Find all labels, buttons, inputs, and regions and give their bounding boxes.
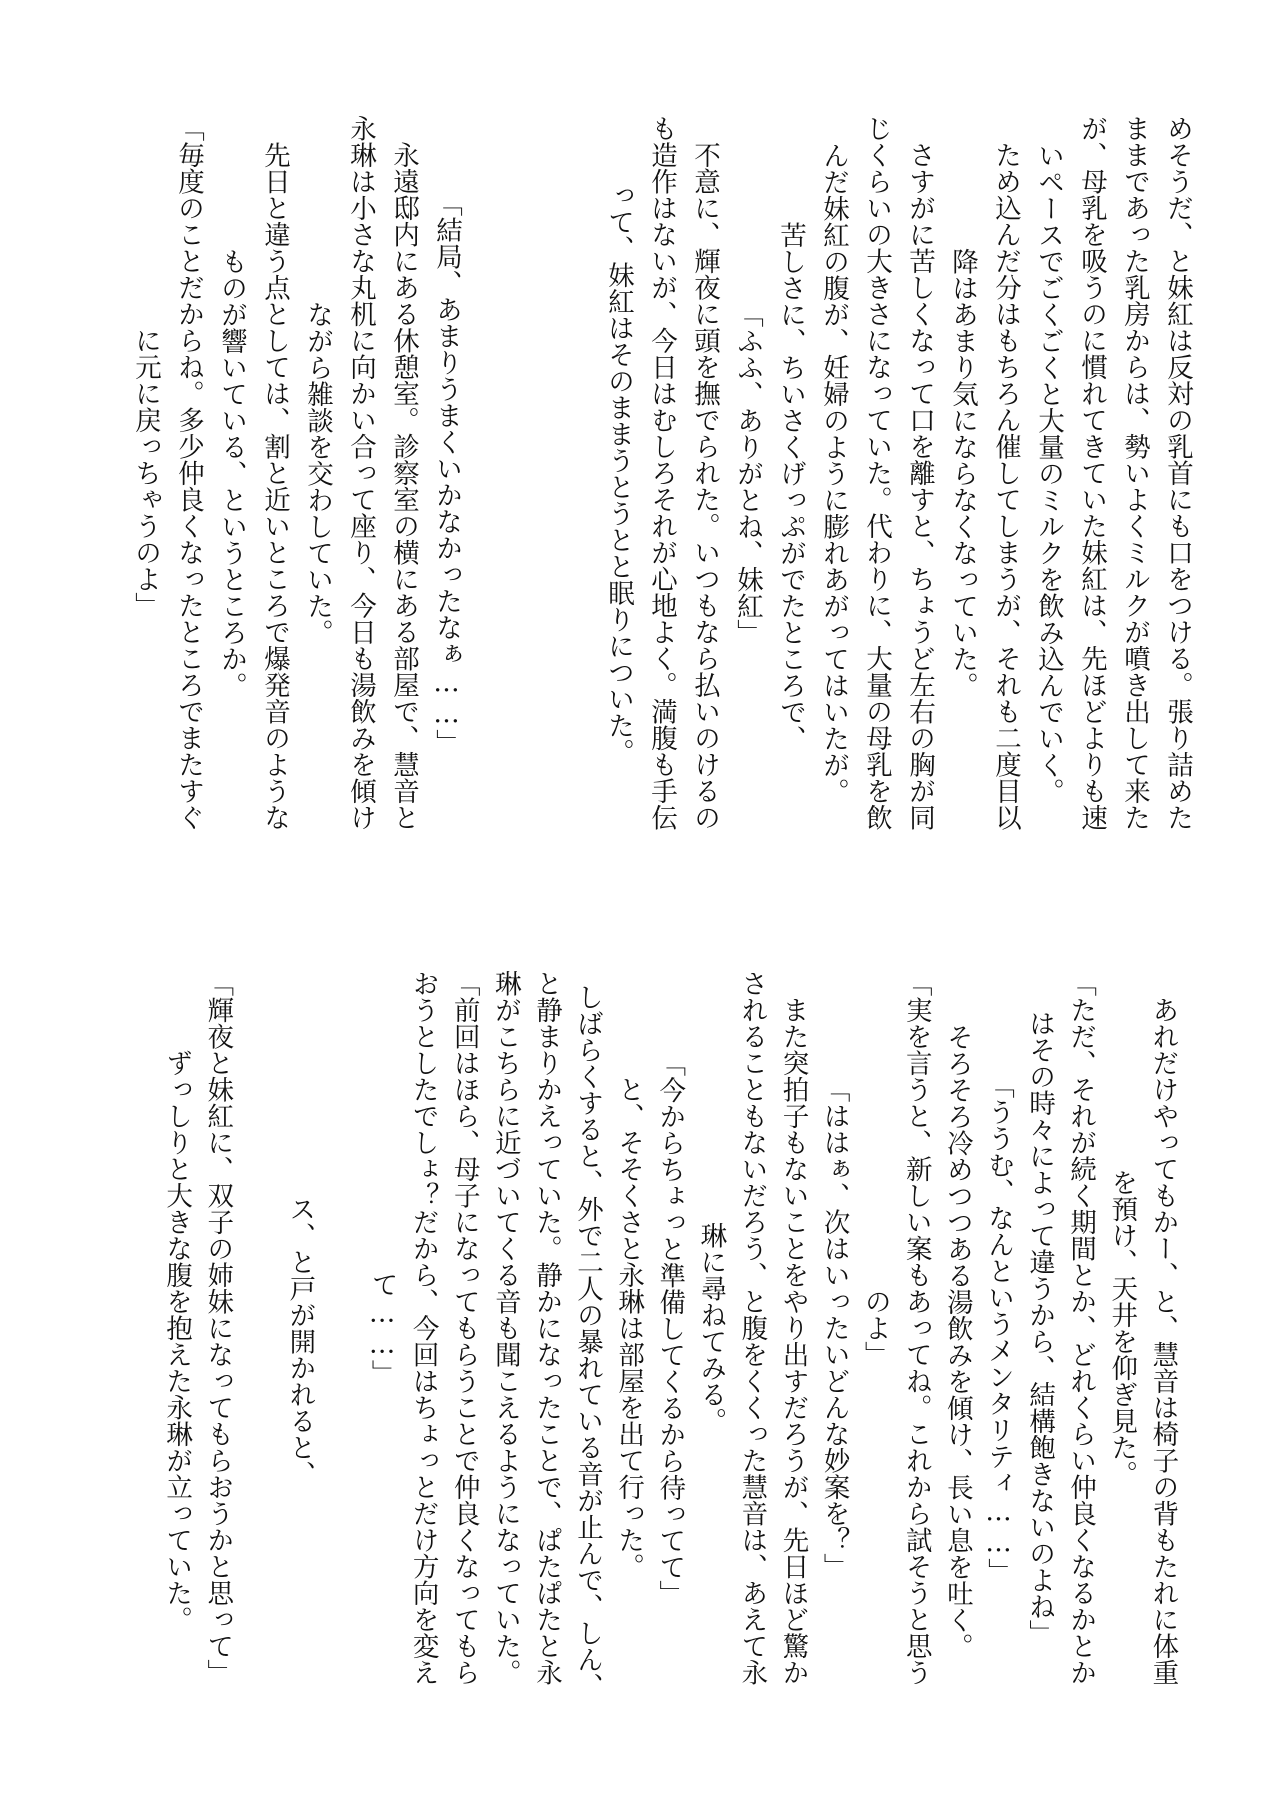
line-spacer (230, 943, 271, 1713)
text-column (477, 943, 521, 1713)
text-line: あれだけやってもかー、と、慧音は椅子の背もたれに体重 (1147, 970, 1179, 1686)
text-line: 琳がこちらに近づいてくる音も聞こえるようになっていた。 (489, 970, 521, 1686)
text-column (588, 93, 634, 853)
text-column (846, 93, 892, 853)
text-line: が、母乳を吸うのに慣れてきていた妹紅は、先ほどよりも速 (1076, 115, 1107, 831)
text-line: はその時々によって違うから、結構飽きないのよね」 (1024, 1010, 1056, 1646)
text-column (717, 93, 763, 853)
text-line: に元に戻っちゃうのよ」 (130, 327, 161, 619)
text-line: んだ妹紅の腹が、妊婦のように膨れあがってはいたが。 (818, 141, 849, 805)
text-column (723, 943, 768, 1713)
text-line: いペースでごくごくと大量のミルクを飲み込んでいく。 (1033, 141, 1064, 805)
text-column (158, 93, 204, 853)
text-line: めそうだ、と妹紅は反対の乳首にも口をつける。張り詰めた (1162, 115, 1193, 831)
scene-break-spacer (502, 93, 545, 853)
text-column (764, 943, 809, 1713)
text-column (244, 93, 290, 853)
text-column (330, 93, 376, 853)
text-column (395, 943, 439, 1713)
text-line: さすがに苦しくなって口を離すと、ちょうど左右の胸が同 (904, 115, 935, 831)
text-column (929, 943, 973, 1713)
text-column (674, 93, 720, 853)
text-column (148, 943, 193, 1713)
text-line: 「今からちょっと準備してくるから待ってて」 (654, 1049, 686, 1607)
text-column (1134, 943, 1179, 1713)
text-line: ス、と戸が開かれると、 (284, 1169, 316, 1487)
text-column (631, 93, 677, 853)
text-line: 「結局、あまりうまくいかなかったなぁ……」 (431, 190, 462, 756)
line-spacer (312, 943, 353, 1713)
text-column (760, 93, 806, 853)
text-line: のよ」 (859, 1288, 891, 1368)
text-line: 「輝夜と妹紅に、双子の姉妹になってもらおうかと思って」 (202, 970, 234, 1686)
text-line: 先日と違う点としては、割と近いところで爆発音のような (259, 115, 290, 831)
text-line: また突拍子もないことをやり出すだろうが、先日ほど驚か (777, 970, 809, 1686)
text-line: おうとしたでしょ？だから、今回はちょっとだけ方向を変え (407, 970, 439, 1686)
text-column (847, 943, 891, 1713)
text-column (201, 93, 247, 853)
text-line: じくらいの大きさになっていた。代わりに、大量の母乳を飲 (861, 115, 892, 831)
text-column (1104, 93, 1150, 853)
text-column (436, 943, 480, 1713)
text-column (975, 93, 1021, 853)
text-column (518, 943, 562, 1713)
text-line: 「ううむ、なんというメンタリティ……」 (982, 1071, 1014, 1585)
text-column (373, 93, 419, 853)
text-column (115, 93, 161, 853)
text-line: を預け、天井を仰ぎ見た。 (1106, 1169, 1138, 1487)
text-line: って、妹紅はそのままうとうとと眠りについた。 (603, 181, 634, 765)
text-line: ものが響いている、というところか。 (216, 247, 247, 699)
text-column (803, 93, 849, 853)
text-column (600, 943, 645, 1713)
text-column (189, 943, 234, 1713)
text-line: 「前回はほら、母子になってもらうことで仲良くなってもら (448, 970, 480, 1686)
text-column (353, 943, 398, 1713)
text-line: 不意に、輝夜に頭を撫でられた。いつもなら払いのけるの (689, 115, 720, 831)
text-column (682, 943, 727, 1713)
text-column (287, 93, 333, 853)
text-line: と、そそくさと永琳は部屋を出て行った。 (613, 1076, 645, 1580)
text-column (641, 943, 686, 1713)
text-line: しばらくすると、外で二人の暴れている音が止んで、しん、 (572, 957, 604, 1699)
text-column (1093, 943, 1138, 1713)
scene-break-spacer (545, 93, 588, 853)
text-line: 琳に尋ねてみる。 (695, 1222, 727, 1434)
text-line: 「実を言うと、新しい案もあってね。これから試そうと思う (900, 970, 932, 1686)
text-line: 永琳は小さな丸机に向かい合って座り、今日も湯飲みを傾け (345, 115, 376, 831)
text-column (1011, 943, 1056, 1713)
text-column (1052, 943, 1097, 1713)
text-line: と静まりかえっていた。静かになったことで、ぱたぱたと永 (530, 970, 562, 1686)
text-column (888, 943, 932, 1713)
text-column (889, 93, 935, 853)
text-column (1061, 93, 1107, 853)
text-column (806, 943, 850, 1713)
text-line: ままであった乳房からは、勢いよくミルクが噴き出して来た (1119, 115, 1150, 831)
text-line: されることもないだろう、と腹をくくった慧音は、あえて永 (736, 970, 768, 1686)
text-column (271, 943, 316, 1713)
text-line: ため込んだ分はもちろん催してしまうが、それも二度目以 (990, 115, 1021, 831)
text-column (1018, 93, 1064, 853)
text-column (932, 93, 978, 853)
text-line: 永遠邸内にある休憩室。診察室の横にある部屋で、慧音と (388, 115, 419, 831)
text-line: て……」 (366, 1270, 398, 1386)
text-line: ずっしりと大きな腹を抱えた永琳が立っていた。 (161, 1023, 193, 1633)
text-column (1147, 93, 1193, 853)
text-line: ながら雑談を交わしていた。 (302, 300, 333, 646)
text-column (559, 943, 604, 1713)
text-line: も造作はないが、今日はむしろそれが心地よく。満腹も手伝 (646, 115, 677, 831)
lower-text-block (148, 943, 1179, 1713)
text-line: 「毎度のことだからね。多少仲良くなったところでまたすぐ (173, 115, 204, 831)
text-line: そろそろ冷めつつある湯飲みを傾け、長い息を吐く。 (941, 996, 973, 1660)
text-line: 降はあまり気にならなくなっていた。 (947, 247, 978, 699)
text-line: 「ただ、それが続く期間とか、どれくらい仲良くなるかとか (1065, 970, 1097, 1686)
scene-break-spacer (459, 93, 502, 853)
text-line: 「ははぁ、次はいったいどんな妙案を？」 (818, 1076, 850, 1580)
upper-text-block (115, 93, 1193, 853)
text-column (416, 93, 462, 853)
text-line: 苦しさに、ちいさくげっぷがでたところで、 (775, 194, 806, 752)
text-line: 「ふふ、ありがとね、妹紅」 (732, 300, 763, 646)
text-column (970, 943, 1014, 1713)
